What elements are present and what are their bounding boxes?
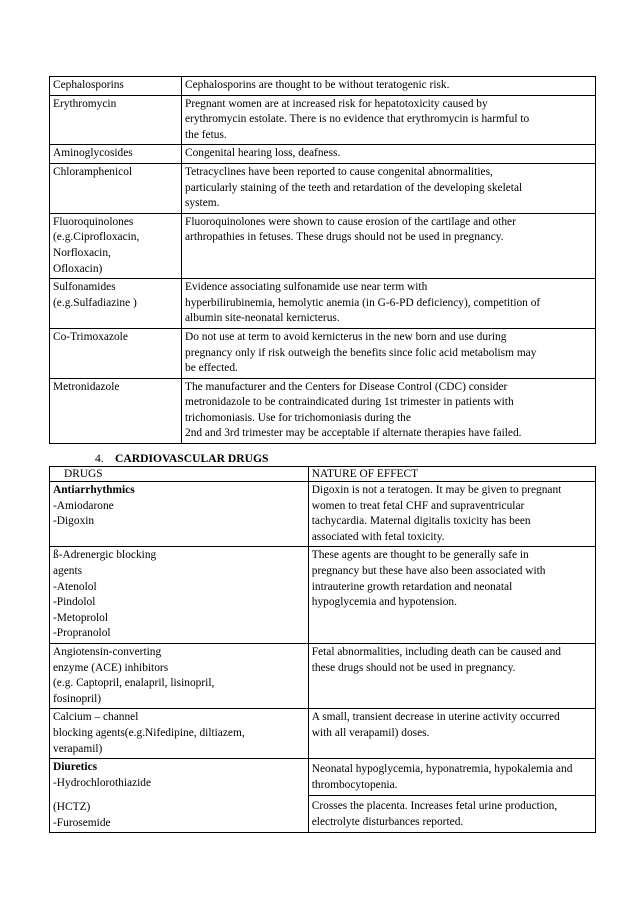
effect-cell — [182, 77, 596, 96]
cell-line: Cephalosporins — [53, 79, 124, 91]
cardiovascular-table-body — [50, 467, 596, 833]
cell-line: Norfloxacin, — [53, 246, 111, 259]
cell-line: The manufacturer and the Centers for Disease Control (CDC) consider — [185, 380, 508, 393]
effect-cell — [182, 95, 596, 145]
table-header-row — [50, 467, 596, 482]
cell-line: particularly staining of the teeth and retardation of the developing skeletal — [185, 181, 523, 194]
table-row — [50, 709, 596, 759]
effect-cell — [308, 709, 595, 759]
cell-line: women to treat fetal CHF and supraventricular — [311, 499, 525, 512]
table-row — [50, 163, 596, 213]
cell-line: Angiotensin-converting — [53, 645, 162, 658]
cell-line: These agents are thought to be generally safe in — [311, 549, 529, 562]
cell-line: Metronidazole — [53, 380, 120, 393]
cell-line: thrombocytopenia. — [311, 778, 398, 791]
cell-line: (e.g.Ciprofloxacin, — [53, 231, 140, 244]
cell-line: -Amiodarone — [53, 499, 114, 512]
cell-line: Fluoroquinolones were shown to cause erosion of the cartilage and other — [185, 215, 516, 228]
cell-line: system. — [185, 197, 220, 210]
cell-line: Digoxin is not a teratogen. It may be given to pregnant — [311, 484, 562, 496]
cell-line: the fetus. — [185, 128, 227, 141]
drug-cell — [50, 279, 182, 329]
cell-line: Calcium – channel — [53, 711, 139, 724]
header-drugs-label: DRUGS — [64, 468, 103, 480]
cell-line: blocking agents(e.g.Nifedipine, diltiazem, — [53, 726, 245, 739]
section-number: 4. — [95, 452, 104, 465]
effect-cell — [308, 796, 595, 833]
cell-line: (e.g. Captopril, enalapril, lisinopril, — [53, 677, 215, 690]
drug-class-label: Diuretics — [53, 761, 98, 774]
cell-line: fosinopril) — [53, 692, 102, 705]
cell-line: 2nd and 3rd trimester may be acceptable if alternate therapies have failed. — [185, 427, 522, 440]
cell-line: agents — [53, 564, 83, 577]
table-row — [50, 643, 596, 708]
table-row — [50, 759, 596, 796]
effect-cell — [182, 378, 596, 443]
cell-line: Congenital hearing loss, deafness. — [185, 147, 341, 160]
table-row — [50, 378, 596, 443]
cell-line: tachycardia. Maternal digitalis toxicity has been — [311, 515, 531, 528]
cell-line: Cephalosporins are thought to be without teratogenic risk. — [185, 79, 450, 91]
cardiovascular-drugs-table — [49, 466, 596, 833]
table-row — [50, 77, 596, 96]
cell-line: enzyme (ACE) inhibitors — [53, 661, 169, 674]
drug-class-label: Antiarrhythmics — [53, 484, 135, 496]
table-row — [50, 279, 596, 329]
cell-line: -Propranolol — [53, 627, 111, 640]
drug-cell — [50, 328, 182, 378]
cell-line: (HCTZ) — [53, 801, 91, 814]
cell-line: Aminoglycosides — [53, 147, 133, 160]
cell-line: Crosses the placenta. Increases fetal urine production, — [311, 800, 558, 813]
cell-line: these drugs should not be used in pregnancy. — [311, 661, 516, 674]
cell-line: ß-Adrenergic blocking — [53, 549, 157, 562]
cell-line: pregnancy only if risk outweigh the benefits since folic acid metabolism may — [185, 346, 537, 359]
cell-line: Do not use at term to avoid kernicterus in the new born and use during — [185, 330, 507, 343]
cell-line: metronidazole to be contraindicated during 1st trimester in patients with — [185, 396, 514, 409]
cell-line: erythromycin estolate. There is no evidence that erythromycin is harmful to — [185, 113, 530, 126]
drug-cell — [50, 378, 182, 443]
cell-line: Ofloxacin) — [53, 262, 103, 275]
cell-line: -Pindolol — [53, 596, 96, 609]
cell-line: electrolyte disturbances reported. — [311, 815, 464, 828]
cell-line: Fetal abnormalities, including death can be caused and — [311, 645, 561, 658]
cell-line: associated with fetal toxicity. — [311, 530, 445, 543]
cell-line: -Metoprolol — [53, 611, 109, 624]
drug-cell — [50, 213, 182, 278]
cell-line: Fluoroquinolones — [53, 215, 134, 228]
antibiotics-table — [49, 76, 596, 444]
effect-cell — [182, 213, 596, 278]
effect-cell — [182, 145, 596, 164]
drug-cell — [50, 547, 309, 644]
cell-line: Sulfonamides — [53, 281, 116, 294]
cell-line: Pregnant women are at increased risk for hepatotoxicity caused by — [185, 97, 488, 110]
effect-cell — [308, 547, 595, 644]
effect-cell — [308, 482, 595, 547]
table-row — [50, 145, 596, 164]
cell-line: be effected. — [185, 362, 238, 375]
drug-cell — [50, 163, 182, 213]
drug-cell — [50, 482, 309, 547]
cell-line: intrauterine growth retardation and neonatal — [311, 580, 513, 593]
table-row — [50, 482, 596, 547]
header-effect — [308, 467, 595, 482]
cell-line: Evidence associating sulfonamide use near term with — [185, 281, 428, 294]
drug-cell — [50, 145, 182, 164]
cell-line: (e.g.Sulfadiazine ) — [53, 296, 137, 309]
drug-cell — [50, 643, 309, 708]
effect-cell — [308, 759, 595, 796]
header-drugs — [50, 467, 309, 482]
section-heading — [95, 452, 268, 466]
header-effect-label: NATURE OF EFFECT — [311, 468, 419, 480]
cell-line: Erythromycin — [53, 97, 117, 110]
cell-line: -Hydrochlorothiazide — [53, 776, 152, 789]
cell-line: arthropathies in fetuses. These drugs should not be used in pregnancy. — [185, 231, 504, 244]
effect-cell — [182, 328, 596, 378]
cell-line: albumin site-neonatal kernicterus. — [185, 312, 340, 325]
spacer — [53, 791, 304, 800]
cell-line: verapamil) — [53, 742, 103, 755]
section-title: CARDIOVASCULAR DRUGS — [115, 452, 269, 465]
cell-line: -Digoxin — [53, 515, 95, 528]
drug-cell — [50, 95, 182, 145]
effect-cell — [182, 163, 596, 213]
table-row — [50, 547, 596, 644]
effect-cell — [182, 279, 596, 329]
cell-line: -Furosemide — [53, 816, 111, 829]
table-row — [50, 213, 596, 278]
cell-line: hypoglycemia and hypotension. — [311, 596, 457, 609]
table-row — [50, 328, 596, 378]
table-row — [50, 95, 596, 145]
cell-line: Co-Trimoxazole — [53, 330, 128, 343]
drug-cell — [50, 77, 182, 96]
cell-line: Neonatal hypoglycemia, hyponatremia, hypokalemia and — [311, 763, 573, 776]
cell-line: -Atenolol — [53, 580, 97, 593]
cell-line: hyperbilirubinemia, hemolytic anemia (in G-6-PD deficiency), competition of — [185, 296, 541, 309]
cell-line: with all verapamil) doses. — [311, 726, 430, 739]
cell-line: Chloramphenicol — [53, 165, 133, 178]
cell-line: trichomoniasis. Use for trichomoniasis during the — [185, 411, 411, 424]
drug-cell — [50, 709, 309, 759]
antibiotics-table-body — [50, 77, 596, 444]
drug-cell — [50, 759, 309, 833]
cell-line: Tetracyclines have been reported to cause congenital abnormalities, — [185, 165, 493, 178]
effect-cell — [308, 643, 595, 708]
cell-line: A small, transient decrease in uterine activity occurred — [311, 711, 560, 724]
cell-line: pregnancy but these have also been associated with — [311, 564, 546, 577]
